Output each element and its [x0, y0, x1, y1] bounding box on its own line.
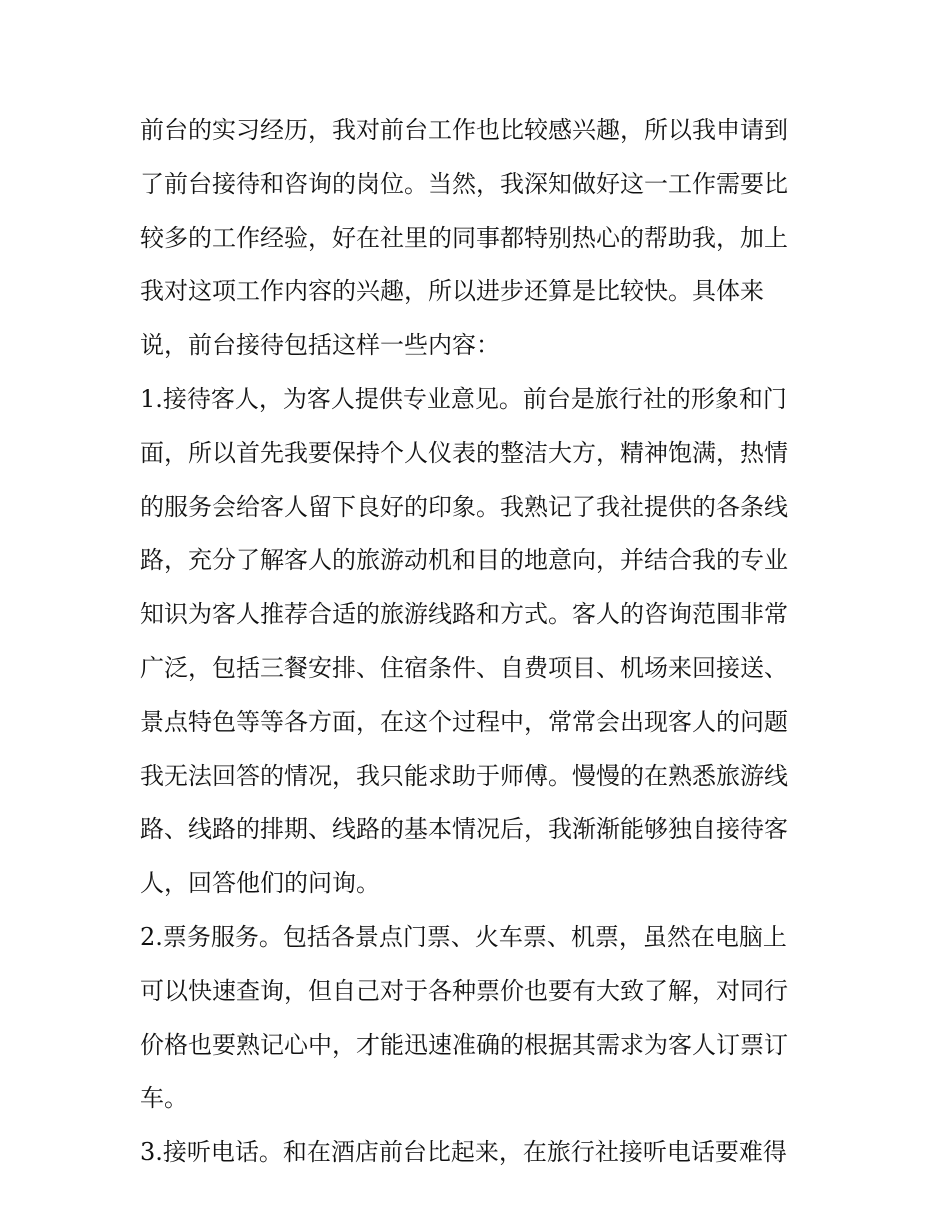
text-line: 车。	[140, 1084, 188, 1113]
text-line: 路，充分了解客人的旅游动机和目的地意向，并结合我的专业	[140, 546, 788, 575]
text-line: 人，回答他们的问询。	[140, 869, 380, 898]
text-line: 面，所以首先我要保持个人仪表的整洁大方，精神饱满，热情	[140, 438, 788, 467]
text-line: 我对这项工作内容的兴趣，所以进步还算是比较快。具体来	[140, 277, 764, 306]
text-line: 的服务会给客人留下良好的印象。我熟记了我社提供的各条线	[140, 492, 788, 521]
text-line: 知识为客人推荐合适的旅游线路和方式。客人的咨询范围非常	[140, 600, 788, 629]
text-line: 了前台接待和咨询的岗位。当然，我深知做好这一工作需要比	[140, 169, 788, 198]
text-line: 3.接听电话。和在酒店前台比起来，在旅行社接听电话要难得	[140, 1138, 787, 1167]
text-line: 1.接待客人，为客人提供专业意见。前台是旅行社的形象和门	[140, 384, 787, 413]
text-line: 路、线路的排期、线路的基本情况后，我渐渐能够独自接待客	[140, 815, 788, 844]
text-line: 说，前台接待包括这样一些内容：	[140, 331, 500, 360]
text-line: 广泛，包括三餐安排、住宿条件、自费项目、机场来回接送、	[140, 653, 788, 682]
body-text	[140, 104, 820, 1180]
text-line: 2.票务服务。包括各景点门票、火车票、机票，虽然在电脑上	[140, 922, 787, 951]
text-line: 我无法回答的情况，我只能求助于师傅。慢慢的在熟悉旅游线	[140, 761, 788, 790]
text-line: 较多的工作经验，好在社里的同事都特别热心的帮助我，加上	[140, 223, 788, 252]
text-line: 景点特色等等各方面，在这个过程中，常常会出现客人的问题	[140, 707, 788, 736]
text-line: 可以快速查询，但自己对于各种票价也要有大致了解，对同行	[140, 976, 788, 1005]
text-line: 价格也要熟记心中，才能迅速准确的根据其需求为客人订票订	[140, 1030, 788, 1059]
text-line: 前台的实习经历，我对前台工作也比较感兴趣，所以我申请到	[140, 116, 788, 144]
